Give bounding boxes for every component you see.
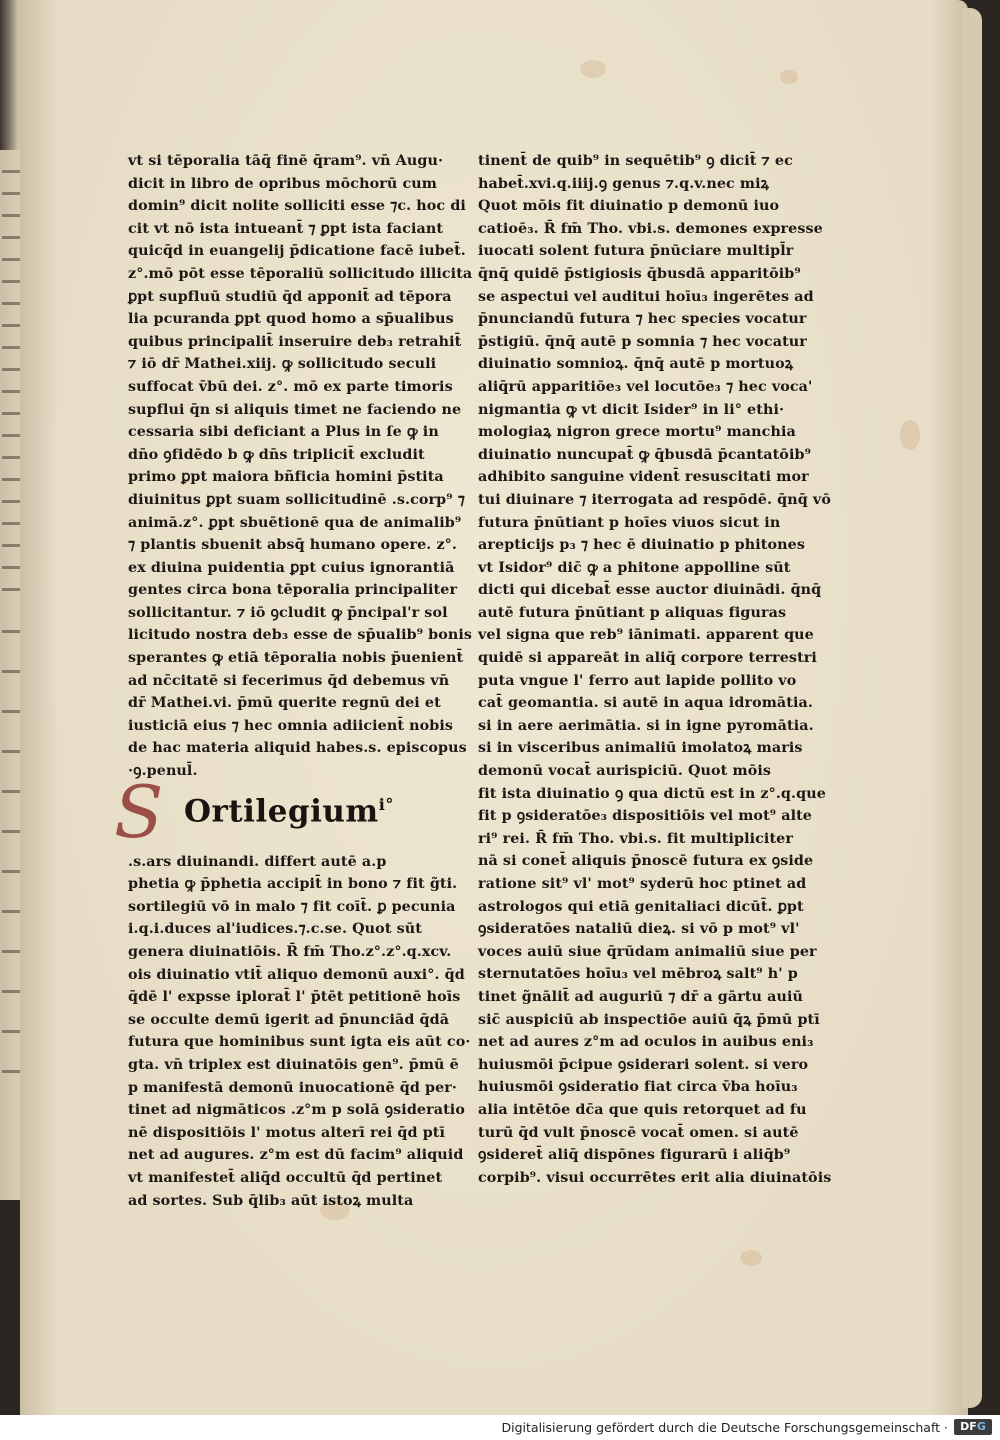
text-line: ois diuinatio vtit̄ aliquo demonū auxi°. q̄d [128,966,465,983]
text-line: vt si tēporalia tāq̄ finē q̄ram⁹. vn̄ Augu· [128,153,444,169]
text-line: ·ꝯ.penul̄. [128,763,198,780]
text-line: ⁊ plantis sbuenit absq̄ humano opere. z°. [128,537,458,554]
text-line: tinent̄ de quib⁹ in sequētib⁹ ꝯ dicit̄ ⁊ ec [478,153,793,169]
paper-stain [740,1250,762,1266]
text-line: voces auiū siue q̄rūdam animaliū siue per [478,943,817,960]
text-line: quicq̄d in euangelij p̄dicatione facē iubet̄. [128,243,466,260]
funding-credit: Digitalisierung gefördert durch die Deutsche Forschungsgemeinschaft · [501,1420,948,1435]
text-line: genera diuinatiōis. R̄ fm̄ Tho.z°.z°.q.xcv. [128,944,452,960]
text-line: p̄stigiū. q̄nq̄ autē p somnia ⁊ hec vocatur [478,333,807,350]
right-column-text [478,150,832,1189]
dfg-logo-accent: G [976,1420,986,1433]
text-line: alia intētōe dc̄a que quis retorquet ad fu [478,1101,807,1118]
text-line: q̄dē l' expsse iplorat̄ l' p̄tēt petitionē hoīs [128,989,461,1006]
text-line: cit vt nō ista intueant̄ ⁊ ꝑpt ista faciant [128,220,444,237]
left-column-lower-text [128,851,471,1213]
text-line: p̄nunciandū futura ⁊ hec species vocatur [478,311,807,328]
text-line: .s.ars diuinandi. differt autē a.p [128,853,387,870]
text-line: sternutatōes hoīu₃ vel mēbroꝝ salt⁹ h' p [478,966,798,983]
text-line: ratione sit⁹ vl' mot⁹ syderū hoc ptinet ad [478,876,807,892]
page-stack-edge [962,8,982,1408]
text-line: gta. vn̄ triplex est diuinatōis gen⁹. p̄mū ē [128,1056,459,1073]
text-line: nē dispositiōis l' motus alterī rei q̄d ptī [128,1124,446,1141]
text-line: ꝯsideret̄ aliq̄ dispōnes figurarū i aliq̄b⁹ [478,1147,791,1164]
left-column-upper-text [128,150,473,783]
right-text-column [478,150,832,1189]
text-line: ad nc̄citatē si fecerimus q̄d debemus vn̄ [128,672,450,689]
text-line: net ad aures z°m ad oculos in auibus eni₃ [478,1034,814,1051]
text-line: quibus principalit̄ inseruire deb₃ retrahit̄ [128,333,462,350]
text-line: iuocati solent futura p̄nūciare multipl̄r [478,243,794,260]
text-line: ad sortes. Sub q̄lib₃ aūt istoꝝ multa [128,1192,414,1209]
text-line: net ad augures. z°m est dū facim⁹ aliquid [128,1147,464,1164]
text-line: puta vngue l' ferro aut lapide pollito vo [478,672,797,689]
text-line: cessaria sibi deficiant a Plus in ſe ꝙ in [128,424,439,441]
text-line: dr̄ Mathei.vi. p̄mū querite regnū dei et [128,695,441,712]
text-line: vel signa que reb⁹ iānimati. apparent que [478,627,814,644]
text-line: supflui q̄n si aliquis timet ne faciendo ne [128,401,462,418]
text-line: q̄nq̄ quidē p̄stigiosis q̄busdā apparitōib⁹ [478,265,801,282]
text-line: fit p ꝯsideratōe₃ dispositiōis vel mot⁹ alte [478,808,813,825]
text-line: mologiaꝝ nigron grece mortu⁹ manchia [478,424,796,441]
text-line: sperantes ꝙ etiā tēporalia nobis p̄uenient̄ [128,650,464,667]
text-line: se aspectui vel auditui hoīu₃ ingerētes ad [478,288,814,305]
text-line: ⁊ iō dr̄ Mathei.xiij. ꝙ sollicitudo seculi [128,356,437,373]
text-line: arepticijs p₃ ⁊ hec ē diuinatio p phitones [478,537,805,554]
text-line: tui diuinare ⁊ iterrogata ad respōdē. q̄nq̄ vō [478,491,831,508]
text-line: ꝑpt supfluū studiū q̄d apponit̄ ad tēpora [128,288,452,305]
text-line: futura que hominibus sunt igta eis aūt co· [128,1034,471,1051]
text-line: domin⁹ dicit nolite solliciti esse ⁊c. hoc di [128,198,466,215]
text-line: de hac materia aliquid habes.s. episcopus [128,740,467,757]
text-line: phetia ꝙ p̄phetia accipit̄ in bono ⁊ fit g̃ti. [128,876,458,893]
text-line: sollicitantur. ⁊ iō ꝯcludit ꝙ p̄ncipal'r sol [128,604,448,621]
text-line: habet̄.xvi.q.iiij.ꝯ genus ⁊.q.v.nec miꝝ [478,175,770,192]
text-line: turū q̄d vult p̄noscē vocat̄ omen. si autē [478,1124,799,1141]
headword-text: Ortilegium [184,792,379,829]
text-line: astrologos qui etiā genitaliaci dicūt̄. ꝑpt [478,898,804,915]
text-line: lia pcuranda ꝑpt quod homo a sp̄ualibus [128,311,454,328]
text-line: adhibito sanguine vident̄ resuscitati mor [478,469,809,486]
text-line: sortilegiū vō in malo ⁊ fit coīt̄. ꝑ pecunia [128,898,456,915]
left-text-column [114,150,473,1212]
dfg-logo [954,1419,992,1435]
paper-stain [900,420,920,450]
text-line: demonū vocat̄ aurispiciū. Quot mōis [478,763,772,780]
text-line: dn̄o ꝯfidēdo b ꝙ dn̄s triplicit̄ excludit [128,446,425,463]
dfg-logo-main: DF [960,1420,977,1433]
text-line: ꝯsideratōes nataliū dieꝝ. si vō p mot⁹ vl' [478,921,800,938]
headword-superscript: i° [378,794,394,814]
text-line: z°.mō pōt esse tēporaliū sollicitudo illicita [128,265,473,282]
text-line: huiusmōi ꝯsideratio fiat circa v̄ba hoīu₃ [478,1079,798,1096]
text-line: quidē si appareāt in aliq̄ corpore terrestri [478,650,817,667]
text-line: p manifestā demonū inuocationē q̄d per· [128,1079,457,1096]
text-line: catioē₃. R̄ fm̄ Tho. vbi.s. demones expresse [478,220,823,237]
text-line: vt Isidor⁹ dic̄ ꝙ a phitone appolline sūt [478,559,791,576]
text-line: fit ista diuinatio ꝯ qua dictū est in z°.q.que [478,785,826,802]
text-line: ri⁹ rei. R̄ fm̄ Tho. vbi.s. fit multipliciter [478,830,793,847]
text-line: diuinitus ꝑpt suam sollicitudinē .s.corp⁹ ⁊ [128,491,465,508]
text-line: nigmantia ꝙ vt dicit Isider⁹ in li° ethi· [478,401,785,418]
text-line: nā si conet̄ aliquis p̄noscē futura ex ꝯside [478,853,814,870]
text-line: ex diuina puidentia ꝑpt cuius ignorantiā [128,559,455,576]
text-line: licitudo nostra deb₃ esse de sp̄ualib⁹ bonis [128,627,473,644]
text-line: futura p̄nūtiant p hoīes viuos sicut in [478,514,781,531]
text-line: suffocat v̄bū dei. z°. mō ex parte timoris [128,378,453,395]
text-line: se occulte demū igerit ad p̄nunciād q̄dā [128,1011,450,1028]
paper-stain [580,60,606,78]
entry-headword [184,785,394,831]
text-line: corpib⁹. visui occurrētes erit alia diuinatōis [478,1169,832,1186]
text-line: diuinatio nuncupat̄ ꝙ q̄busdā p̄cantatōib⁹ [478,446,811,463]
text-line: dicti qui dicebat̄ esse auctor diuinādi. q̄nq̄ [478,582,822,599]
text-line: iusticiā eius ⁊ hec omnia adiicient̄ nobis [128,717,454,734]
text-line: huiusmōi p̄cipue ꝯsiderari solent. si vero [478,1056,809,1073]
digitization-footer [0,1415,1000,1440]
text-line: Quot mōis fit diuinatio p demonū iuo [478,198,780,215]
text-line: tinet ad nigmāticos .z°m p solā ꝯsideratio [128,1102,465,1119]
text-line: animā.z°. ꝑpt sbuētionē qua de animalib⁹ [128,514,462,531]
text-line: tinet g̃nālit̄ ad auguriū ⁊ dr̄ a gārtu auiū [478,988,804,1005]
text-line: sic̄ auspiciū ab inspectiōe auiū q̄ꝝ p̄mū ptī [478,1011,820,1028]
text-line: i.q.i.duces al'iudices.⁊.c.se. Quot sūt [128,921,422,938]
rubricated-initial: S [114,769,164,854]
text-line: primo ꝑpt maiora bñficia homini p̄stita [128,469,444,486]
text-line: gentes circa bona tēporalia principaliter [128,582,458,599]
text-line: cat̄ geomantia. si autē in aqua idromātia. [478,695,813,712]
text-line: vt manifestet̄ aliq̄d occultū q̄d pertinet [128,1169,443,1186]
text-line: dicit in libro de opribus mōchorū cum [128,175,437,192]
text-line: si in visceribus animaliū imolatoꝝ maris [478,740,803,757]
text-line: diuinatio somnioꝝ. q̄nq̄ autē p mortuoꝝ [478,356,794,373]
text-line: autē futura p̄nūtiant p aliquas figuras [478,604,787,621]
text-line: si in aere aerimātia. si in igne pyromātia. [478,717,814,734]
paper-stain [780,70,798,84]
text-line: aliq̄rū apparitiōe₃ vel locutōe₃ ⁊ hec voca' [478,378,813,395]
